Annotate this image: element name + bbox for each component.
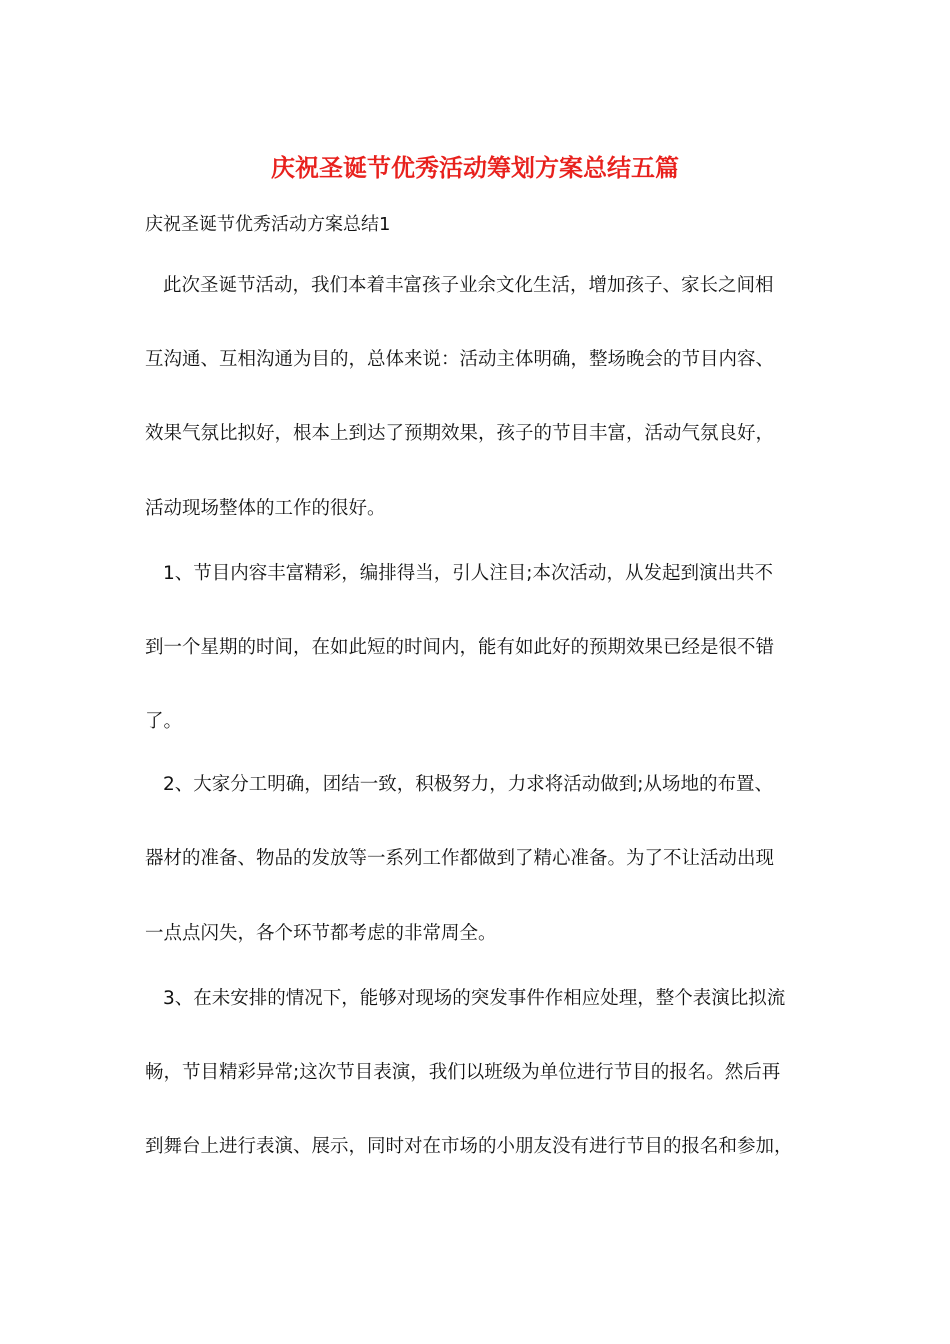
paragraph-line: 1、节目内容丰富精彩，编排得当，引人注目;本次活动，从发起到演出共不 xyxy=(163,563,774,584)
paragraph-line: 效果气氛比拟好，根本上到达了预期效果，孩子的节目丰富，活动气氛良好， xyxy=(145,423,775,444)
document-title: 庆祝圣诞节优秀活动筹划方案总结五篇 xyxy=(271,153,679,182)
paragraph-line: 活动现场整体的工作的很好。 xyxy=(145,498,386,519)
paragraph-line: 一点点闪失，各个环节都考虑的非常周全。 xyxy=(145,923,497,944)
paragraph-line: 到舞台上进行表演、展示，同时对在市场的小朋友没有进行节目的报名和参加， xyxy=(145,1136,793,1157)
paragraph-line: 此次圣诞节活动，我们本着丰富孩子业余文化生活，增加孩子、家长之间相 xyxy=(163,275,774,296)
paragraph-line: 到一个星期的时间，在如此短的时间内，能有如此好的预期效果已经是很不错 xyxy=(145,637,775,658)
paragraph-line: 3、在未安排的情况下，能够对现场的突发事件作相应处理，整个表演比拟流 xyxy=(163,988,786,1009)
paragraph-line: 器材的准备、物品的发放等一系列工作都做到了精心准备。为了不让活动出现 xyxy=(145,848,775,869)
paragraph-line: 互沟通、互相沟通为目的，总体来说：活动主体明确，整场晚会的节目内容、 xyxy=(145,349,775,370)
paragraph-line: 畅，节目精彩异常;这次节目表演，我们以班级为单位进行节目的报名。然后再 xyxy=(145,1062,781,1083)
section-heading: 庆祝圣诞节优秀活动方案总结1 xyxy=(145,214,391,235)
paragraph-line: 了。 xyxy=(145,711,183,732)
paragraph-line: 2、大家分工明确，团结一致，积极努力，力求将活动做到;从场地的布置、 xyxy=(163,774,774,795)
